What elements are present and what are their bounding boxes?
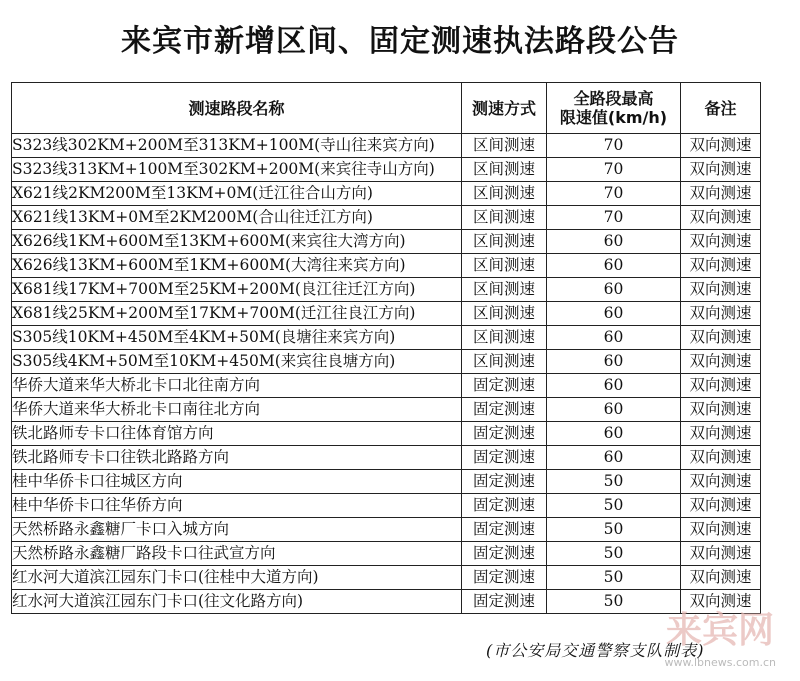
cell-mode: 区间测速 (462, 350, 547, 374)
cell-note: 双向测速 (681, 470, 761, 494)
cell-mode: 固定测速 (462, 374, 547, 398)
table-row (12, 134, 761, 158)
cell-speed-limit: 50 (547, 518, 681, 542)
cell-note: 双向测速 (681, 254, 761, 278)
cell-road-name: X621线2KM200M至13KM+0M(迁江往合山方向) (12, 182, 462, 206)
table-row (12, 566, 761, 590)
table-row (12, 254, 761, 278)
cell-speed-limit: 60 (547, 446, 681, 470)
cell-road-name: 红水河大道滨江园东门卡口(往桂中大道方向) (12, 566, 462, 590)
cell-note: 双向测速 (681, 134, 761, 158)
page-title: 来宾市新增区间、固定测速执法路段公告 (121, 24, 679, 59)
cell-note: 双向测速 (681, 422, 761, 446)
header-speed-limit (547, 83, 681, 134)
cell-mode: 固定测速 (462, 494, 547, 518)
header-note: 备注 (681, 83, 761, 134)
cell-speed-limit: 60 (547, 302, 681, 326)
cell-road-name: X681线25KM+200M至17KM+700M(迁江往良江方向) (12, 302, 462, 326)
table-row (12, 374, 761, 398)
table-row (12, 542, 761, 566)
cell-note: 双向测速 (681, 518, 761, 542)
cell-speed-limit: 60 (547, 254, 681, 278)
cell-speed-limit: 50 (547, 494, 681, 518)
table-row (12, 278, 761, 302)
cell-mode: 固定测速 (462, 542, 547, 566)
cell-road-name: S323线313KM+100M至302KM+200M(来宾往寺山方向) (12, 158, 462, 182)
watermark-logo: 来宾网 (665, 610, 774, 651)
cell-mode: 区间测速 (462, 326, 547, 350)
cell-mode: 区间测速 (462, 254, 547, 278)
cell-mode: 区间测速 (462, 206, 547, 230)
cell-speed-limit: 60 (547, 398, 681, 422)
cell-mode: 固定测速 (462, 566, 547, 590)
table-row (12, 590, 761, 614)
table-row (12, 302, 761, 326)
table-row (12, 182, 761, 206)
cell-note: 双向测速 (681, 278, 761, 302)
cell-speed-limit: 70 (547, 158, 681, 182)
header-limit-line1: 全路段最高 (573, 89, 654, 108)
cell-road-name: 天然桥路永鑫糖厂卡口入城方向 (12, 518, 462, 542)
cell-mode: 区间测速 (462, 302, 547, 326)
cell-road-name: X681线17KM+700M至25KM+200M(良江往迁江方向) (12, 278, 462, 302)
cell-speed-limit: 60 (547, 350, 681, 374)
cell-note: 双向测速 (681, 182, 761, 206)
cell-mode: 固定测速 (462, 398, 547, 422)
cell-road-name: 铁北路师专卡口往铁北路路方向 (12, 446, 462, 470)
table-row (12, 518, 761, 542)
cell-road-name: 桂中华侨卡口往城区方向 (12, 470, 462, 494)
cell-road-name: 桂中华侨卡口往华侨方向 (12, 494, 462, 518)
cell-note: 双向测速 (681, 302, 761, 326)
cell-mode: 区间测速 (462, 230, 547, 254)
table-row (12, 230, 761, 254)
cell-mode: 区间测速 (462, 182, 547, 206)
cell-road-name: X626线13KM+600M至1KM+600M(大湾往来宾方向) (12, 254, 462, 278)
cell-speed-limit: 70 (547, 134, 681, 158)
cell-speed-limit: 50 (547, 470, 681, 494)
cell-note: 双向测速 (681, 206, 761, 230)
table-row (12, 470, 761, 494)
cell-note: 双向测速 (681, 374, 761, 398)
table-row (12, 158, 761, 182)
cell-road-name: S305线10KM+450M至4KM+50M(良塘往来宾方向) (12, 326, 462, 350)
cell-road-name: X626线1KM+600M至13KM+600M(来宾往大湾方向) (12, 230, 462, 254)
cell-speed-limit: 70 (547, 182, 681, 206)
cell-road-name: S305线4KM+50M至10KM+450M(来宾往良塘方向) (12, 350, 462, 374)
header-limit-line2: 限速值(km/h) (559, 108, 668, 127)
table-row (12, 446, 761, 470)
watermark-url: www.lbnews.com.cn (664, 656, 776, 669)
table-row (12, 206, 761, 230)
cell-mode: 区间测速 (462, 134, 547, 158)
cell-speed-limit: 60 (547, 230, 681, 254)
cell-speed-limit: 60 (547, 326, 681, 350)
cell-speed-limit: 70 (547, 206, 681, 230)
table-row (12, 422, 761, 446)
cell-speed-limit: 50 (547, 590, 681, 614)
footer-credit: (市公安局交通警察支队制表) (486, 641, 705, 660)
cell-speed-limit: 60 (547, 278, 681, 302)
cell-note: 双向测速 (681, 542, 761, 566)
cell-speed-limit: 50 (547, 542, 681, 566)
cell-note: 双向测速 (681, 494, 761, 518)
cell-note: 双向测速 (681, 158, 761, 182)
cell-note: 双向测速 (681, 350, 761, 374)
cell-note: 双向测速 (681, 398, 761, 422)
cell-note: 双向测速 (681, 590, 761, 614)
cell-speed-limit: 60 (547, 374, 681, 398)
table-header-row (12, 83, 761, 134)
header-mode: 测速方式 (462, 83, 547, 134)
cell-road-name: 天然桥路永鑫糖厂路段卡口往武宣方向 (12, 542, 462, 566)
cell-mode: 固定测速 (462, 446, 547, 470)
cell-note: 双向测速 (681, 326, 761, 350)
table-row (12, 398, 761, 422)
cell-road-name: 华侨大道来华大桥北卡口南往北方向 (12, 398, 462, 422)
cell-speed-limit: 50 (547, 566, 681, 590)
cell-mode: 固定测速 (462, 518, 547, 542)
cell-road-name: 华侨大道来华大桥北卡口北往南方向 (12, 374, 462, 398)
cell-road-name: 铁北路师专卡口往体育馆方向 (12, 422, 462, 446)
cell-mode: 区间测速 (462, 158, 547, 182)
table-body (12, 134, 761, 614)
cell-road-name: X621线13KM+0M至2KM200M(合山往迁江方向) (12, 206, 462, 230)
table-row (12, 350, 761, 374)
table-row (12, 326, 761, 350)
header-road-name: 测速路段名称 (12, 83, 462, 134)
cell-mode: 固定测速 (462, 422, 547, 446)
cell-mode: 固定测速 (462, 470, 547, 494)
cell-road-name: 红水河大道滨江园东门卡口(往文化路方向) (12, 590, 462, 614)
cell-note: 双向测速 (681, 446, 761, 470)
cell-mode: 固定测速 (462, 590, 547, 614)
cell-speed-limit: 60 (547, 422, 681, 446)
cell-note: 双向测速 (681, 230, 761, 254)
cell-note: 双向测速 (681, 566, 761, 590)
cell-road-name: S323线302KM+200M至313KM+100M(寺山往来宾方向) (12, 134, 462, 158)
cell-mode: 区间测速 (462, 278, 547, 302)
speed-enforcement-table (11, 82, 761, 614)
table-row (12, 494, 761, 518)
